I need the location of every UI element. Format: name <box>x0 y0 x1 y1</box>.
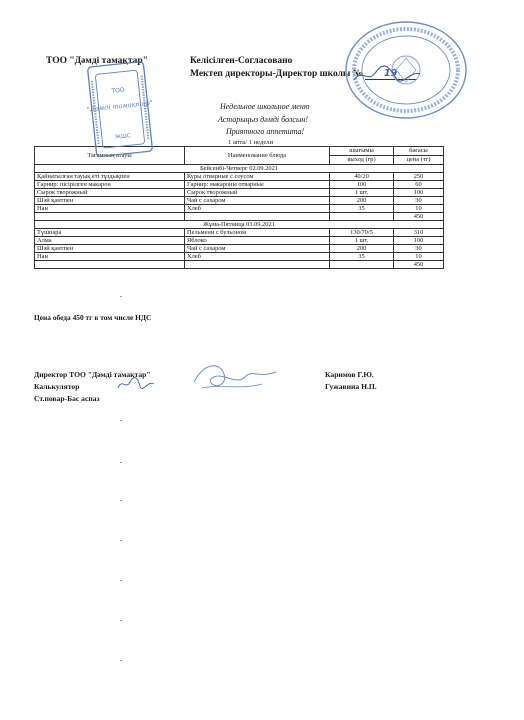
col-header-name-ru: Наименование блюда <box>185 147 330 165</box>
dish-name-ru: Чай с сахаром <box>185 197 330 205</box>
dish-name-ru: Чай с сахаром <box>185 245 330 253</box>
director-line-label: Мектеп директоры-Директор школы № <box>190 69 363 79</box>
empty-cell <box>330 213 394 221</box>
col-header-price-kz: бағасы <box>394 147 444 156</box>
col-header-price-ru: цена (тг) <box>394 156 444 165</box>
margin-mark <box>120 296 122 297</box>
day-title: Бейсенбі-Четверг 02.09.2021 <box>35 165 444 173</box>
dish-price: 10 <box>394 205 444 213</box>
dish-name-ru: Пельмени с бульоном <box>185 229 330 237</box>
margin-mark <box>120 540 122 541</box>
week-label: 1 апта/ 1 недели <box>228 139 274 146</box>
margin-mark <box>120 462 122 463</box>
dish-price: 310 <box>394 229 444 237</box>
stamp-bottom-text: ЖШС <box>114 133 132 141</box>
margin-mark <box>120 580 122 581</box>
stamp-name-text: "Дәмді тамақтар" <box>86 98 154 114</box>
total-row <box>35 261 444 269</box>
empty-cell <box>35 261 185 269</box>
dish-name-kz: Нан <box>35 253 185 261</box>
company-name: ТОО "Дәмді тамақтар" <box>46 56 148 66</box>
dish-output: 35 <box>330 253 394 261</box>
empty-cell <box>185 213 330 221</box>
dish-name-ru: Куры отварные с соусом <box>185 173 330 181</box>
table-row <box>35 181 444 189</box>
stamp-top-text: ТОО <box>111 86 125 95</box>
margin-mark <box>120 620 122 621</box>
calc-label: Калькулятор <box>34 382 80 391</box>
dish-name-kz: Түшпара <box>35 229 185 237</box>
margin-mark <box>120 660 122 661</box>
school-number: 19 <box>365 68 417 80</box>
empty-cell <box>35 213 185 221</box>
table-row <box>35 253 444 261</box>
menu-table <box>34 146 444 269</box>
total-row <box>35 213 444 221</box>
table-row <box>35 173 444 181</box>
table-row <box>35 205 444 213</box>
dish-price: 100 <box>394 189 444 197</box>
dish-name-kz: Сырок творожный <box>35 189 185 197</box>
dish-price: 60 <box>394 181 444 189</box>
director-signature <box>190 360 280 394</box>
dish-price: 30 <box>394 245 444 253</box>
price-note: Цена обеда 450 тг в том числе НДС <box>34 313 152 322</box>
day-total: 450 <box>394 213 444 221</box>
calculator-signature <box>116 376 156 392</box>
dish-output: 200 <box>330 197 394 205</box>
cook-label: Ст.повар-Бас аспаз <box>34 394 100 403</box>
empty-cell <box>185 261 330 269</box>
dish-name-kz: Алма <box>35 237 185 245</box>
dish-output: 130/70/5 <box>330 229 394 237</box>
director-label: Директор ТОО "Дәмді тамақтар" <box>34 370 151 379</box>
dish-name-kz: Қайнатылған тауық еті тұздықпен <box>35 173 185 181</box>
dish-output: 1 шт. <box>330 189 394 197</box>
dish-price: 10 <box>394 253 444 261</box>
table-row <box>35 237 444 245</box>
dish-name-ru: Сырок творожный <box>185 189 330 197</box>
dish-price: 250 <box>394 173 444 181</box>
dish-name-ru: Хлеб <box>185 253 330 261</box>
dish-output: 200 <box>330 245 394 253</box>
table-row <box>35 229 444 237</box>
day-total: 450 <box>394 261 444 269</box>
scan-margin-marks <box>120 0 122 720</box>
col-header-output-kz: шығымы <box>330 147 394 156</box>
col-header-name-kz: Тағамның атауы <box>35 147 185 165</box>
dish-name-kz: Шәй қантпен <box>35 245 185 253</box>
empty-cell <box>330 261 394 269</box>
dish-name-ru: Гарнир: макароны отварные <box>185 181 330 189</box>
dish-name-kz: Гарнир: пісірілген макарон <box>35 181 185 189</box>
dish-name-ru: Яблоко <box>185 237 330 245</box>
dish-name-kz: Нан <box>35 205 185 213</box>
director-name: Каримов Г.Ю. <box>325 370 374 379</box>
dish-price: 30 <box>394 197 444 205</box>
day-title-row <box>35 221 444 229</box>
dish-name-kz: Шәй қантпен <box>35 197 185 205</box>
dish-output: 100 <box>330 181 394 189</box>
dish-output: 1 шт. <box>330 237 394 245</box>
menu-title: Недельное школьное меню <box>220 102 310 111</box>
school-director-signature <box>352 64 422 86</box>
dish-price: 100 <box>394 237 444 245</box>
day-title-row <box>35 165 444 173</box>
dish-name-ru: Хлеб <box>185 205 330 213</box>
margin-mark <box>120 420 122 421</box>
margin-mark <box>120 500 122 501</box>
calc-name: Гужавина Н.П. <box>325 382 377 391</box>
wish-ru: Приятного аппетита! <box>226 127 305 136</box>
table-row <box>35 189 444 197</box>
wish-kz: Астарыңыз дәмді болсын! <box>218 115 308 124</box>
col-header-output-ru: выход (гр) <box>330 156 394 165</box>
day-title: Жұма-Пятница 03.09.2021 <box>35 221 444 229</box>
table-row <box>35 245 444 253</box>
agreed-label: Келісілген-Согласовано <box>190 56 293 66</box>
dish-output: 35 <box>330 205 394 213</box>
dish-output: 40/20 <box>330 173 394 181</box>
table-row <box>35 197 444 205</box>
